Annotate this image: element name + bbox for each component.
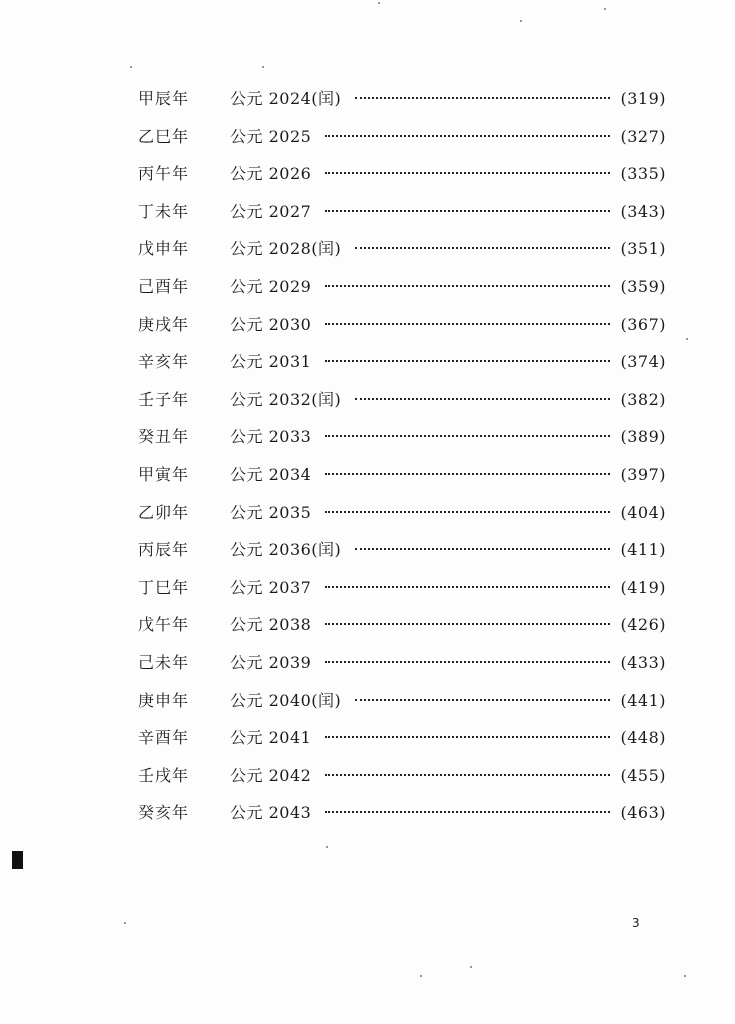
toc-row [138,349,666,387]
toc-gregorian-year: 公元 2040(闰) [230,690,342,710]
scan-speck [470,966,472,968]
toc-row [138,199,666,237]
toc-dot-leader [325,811,610,813]
toc-page-reference: (397) [620,464,666,484]
toc-gregorian-year: 公元 2035 [230,502,312,522]
toc-page-reference: (343) [620,201,666,221]
toc-dot-leader [355,548,610,550]
scan-speck [124,922,126,924]
toc-gregorian-year: 公元 2031 [230,352,312,372]
toc-ganzhi-year: 乙巳年 [138,126,190,146]
toc-dot-leader [355,699,610,701]
toc-ganzhi-year: 辛亥年 [138,352,190,372]
toc-ganzhi-year: 庚戌年 [138,314,190,334]
toc-dot-leader [325,511,610,513]
toc-gregorian-year: 公元 2039 [230,652,312,672]
toc-gregorian-year: 公元 2026 [230,164,312,184]
toc-ganzhi-year: 庚申年 [138,690,190,710]
page-number: 3 [632,916,640,930]
toc-dot-leader [325,360,610,362]
toc-ganzhi-year: 甲辰年 [138,89,190,108]
toc-row [138,161,666,199]
toc-row [138,312,666,350]
toc-row [138,725,666,763]
toc-gregorian-year: 公元 2032(闰) [230,389,342,409]
toc-page-reference: (367) [620,314,666,334]
scan-speck [604,8,606,10]
toc-page-reference: (419) [620,577,666,597]
toc-row [138,763,666,801]
toc-dot-leader [325,623,610,625]
toc-row [138,236,666,274]
toc-gregorian-year: 公元 2034 [230,464,312,484]
toc-gregorian-year: 公元 2038 [230,615,312,635]
scan-speck [262,66,264,68]
toc-page-reference: (335) [620,164,666,184]
toc-dot-leader [325,473,610,475]
toc-ganzhi-year: 壬戌年 [138,765,190,785]
toc-dot-leader [325,435,610,437]
toc-ganzhi-year: 甲寅年 [138,464,190,484]
toc-dot-leader [355,247,610,249]
toc-row [138,612,666,650]
toc-row [138,86,666,124]
toc-gregorian-year: 公元 2037 [230,577,312,597]
toc-page-reference: (319) [620,89,666,108]
toc-row [138,800,666,838]
toc-gregorian-year: 公元 2027 [230,201,312,221]
toc-dot-leader [325,736,610,738]
toc-page-reference: (351) [620,239,666,259]
toc-row [138,650,666,688]
toc-ganzhi-year: 戊午年 [138,615,190,635]
toc-row [138,424,666,462]
toc-gregorian-year: 公元 2036(闰) [230,540,342,560]
toc-gregorian-year: 公元 2042 [230,765,312,785]
toc-ganzhi-year: 壬子年 [138,389,190,409]
table-of-contents [138,86,666,838]
toc-dot-leader [325,210,610,212]
toc-row [138,462,666,500]
toc-ganzhi-year: 丙午年 [138,164,190,184]
toc-ganzhi-year: 癸丑年 [138,427,190,447]
toc-ganzhi-year: 戊申年 [138,239,190,259]
toc-gregorian-year: 公元 2028(闰) [230,239,342,259]
toc-ganzhi-year: 辛酉年 [138,728,190,748]
toc-page-reference: (433) [620,652,666,672]
toc-ganzhi-year: 丁巳年 [138,577,190,597]
toc-page-reference: (411) [620,540,666,560]
toc-gregorian-year: 公元 2041 [230,728,312,748]
toc-row [138,688,666,726]
toc-ganzhi-year: 乙卯年 [138,502,190,522]
toc-dot-leader [325,774,610,776]
scan-speck [326,846,328,848]
toc-row [138,274,666,312]
scan-speck [686,338,688,340]
toc-page-reference: (374) [620,352,666,372]
toc-dot-leader [325,323,610,325]
toc-gregorian-year: 公元 2030 [230,314,312,334]
toc-ganzhi-year: 己酉年 [138,276,190,296]
toc-row [138,537,666,575]
toc-page-reference: (359) [620,276,666,296]
toc-page-reference: (327) [620,126,666,146]
toc-gregorian-year: 公元 2029 [230,276,312,296]
toc-page-reference: (426) [620,615,666,635]
toc-row [138,500,666,538]
toc-gregorian-year: 公元 2043 [230,803,312,823]
toc-page-reference: (382) [620,389,666,409]
scan-speck [130,66,132,68]
toc-dot-leader [355,398,610,400]
toc-page-reference: (404) [620,502,666,522]
scan-artifact-mark [12,851,23,869]
toc-page-reference: (389) [620,427,666,447]
toc-page-reference: (448) [620,728,666,748]
toc-page-reference: (463) [620,803,666,823]
toc-dot-leader [325,586,610,588]
scan-speck [378,2,380,4]
toc-ganzhi-year: 丁未年 [138,201,190,221]
toc-row [138,387,666,425]
toc-page-reference: (455) [620,765,666,785]
toc-gregorian-year: 公元 2024(闰) [230,89,342,108]
scan-speck [420,975,422,977]
toc-page-reference: (441) [620,690,666,710]
toc-dot-leader [355,97,610,99]
toc-ganzhi-year: 己未年 [138,652,190,672]
toc-dot-leader [325,172,610,174]
scan-speck [684,975,686,977]
toc-gregorian-year: 公元 2025 [230,126,312,146]
toc-ganzhi-year: 癸亥年 [138,803,190,823]
toc-row [138,575,666,613]
toc-ganzhi-year: 丙辰年 [138,540,190,560]
toc-dot-leader [325,661,610,663]
scan-speck [520,20,522,22]
toc-row [138,124,666,162]
toc-dot-leader [325,285,610,287]
toc-dot-leader [325,135,610,137]
toc-gregorian-year: 公元 2033 [230,427,312,447]
